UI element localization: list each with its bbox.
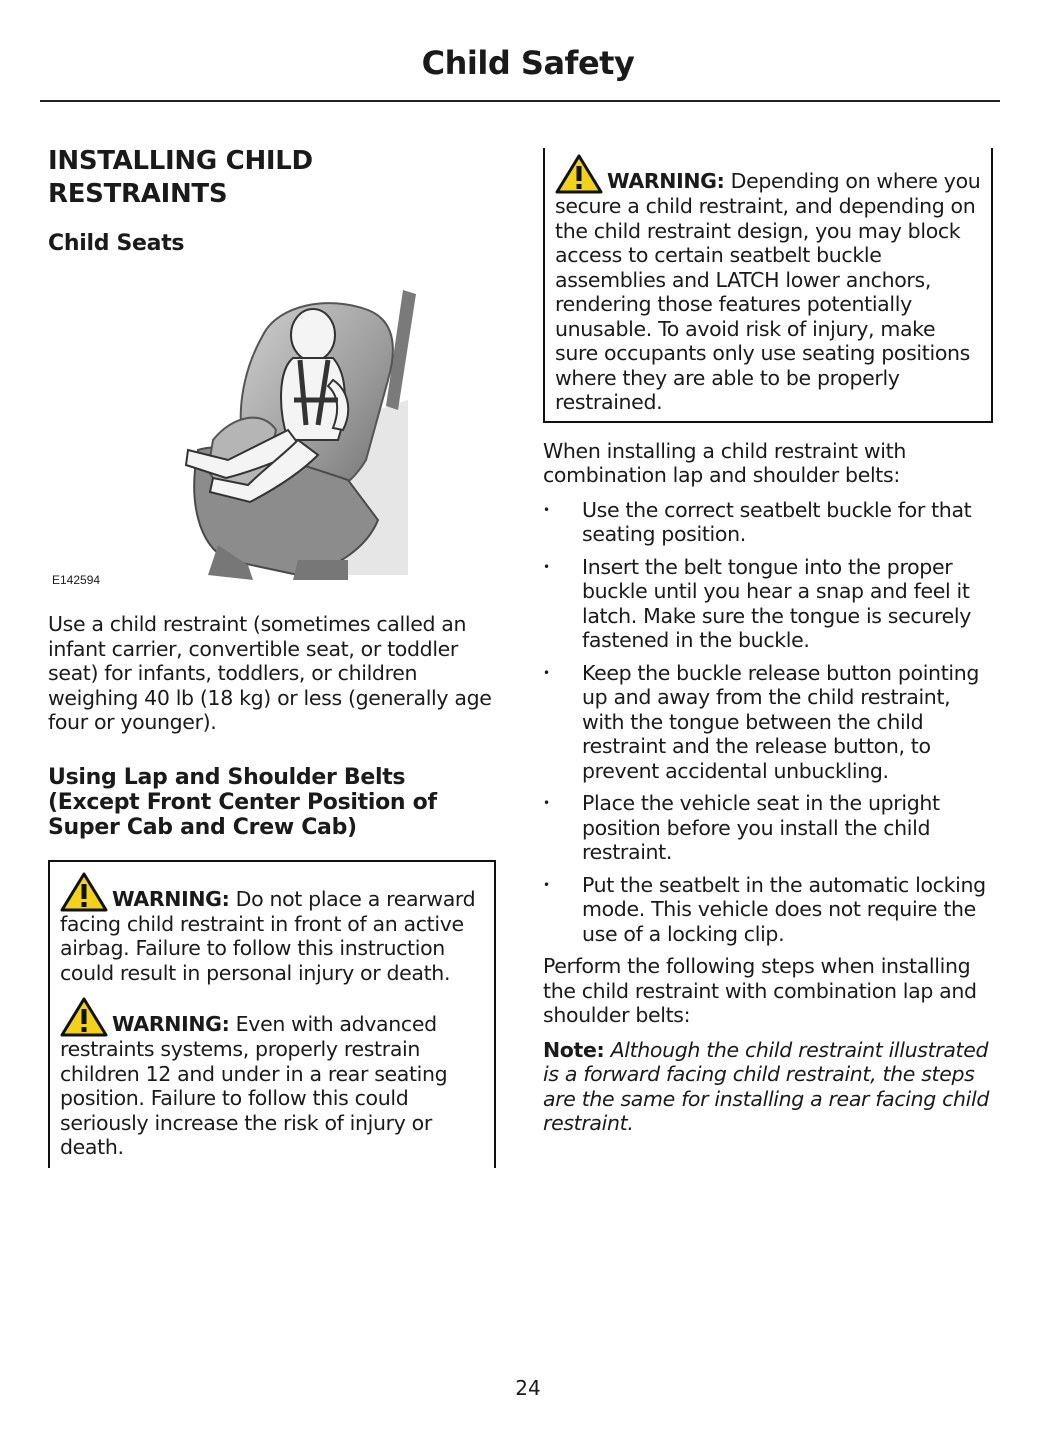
lap-shoulder-belts-heading: Using Lap and Shoulder Belts (Except Front Center Position of Super Cab and Crew Cab) (48, 764, 437, 840)
right-warning-box (543, 148, 993, 423)
steps-intro-text: Perform the following steps when installing the child restraint with combination lap and shoulder belts: (543, 954, 977, 1027)
base-foot-rear (293, 560, 348, 580)
note-label: Note: (543, 1037, 605, 1062)
note-paragraph (543, 1038, 993, 1136)
lead-in-text: When installing a child restraint with combination lap and shoulder belts: (543, 438, 906, 487)
section-heading: INSTALLING CHILD RESTRAINTS (48, 146, 313, 209)
list-item: • Use the correct seatbelt buckle for that seating position. (543, 498, 993, 547)
left-column (48, 145, 496, 1168)
warning-text: Even with advanced restraints systems, properly restrain children 12 and under in a rear seating position. Failure to follow this could seriously increase the risk of injury or death. (60, 1012, 448, 1159)
title-divider (40, 100, 1000, 102)
page-title: Child Safety (421, 44, 635, 82)
left-warning-box (48, 860, 496, 1168)
list-item: • Place the vehicle seat in the upright position before you install the child restraint. (543, 791, 993, 865)
list-item: • Insert the belt tongue into the proper buckle until you hear a snap and feel it latch. Make sure the tongue is securely fastened in the buckle. (543, 555, 993, 653)
warning-text: Depending on where you secure a child restraint, and depending on the child restraint design, you may block access to certain seatbelt buckle assemblies and LATCH lower anchors, rendering those features potentially unusable. To avoid risk of injury, make sure occupants only use seating positions where they are able to be properly restrained. (555, 169, 981, 414)
warning-label: WARNING: (112, 886, 230, 911)
installation-bullets (543, 498, 993, 947)
page-number: 24 (515, 1376, 541, 1400)
warning-triangle-icon (60, 997, 108, 1037)
child-seat-drawing (48, 290, 496, 580)
child-restraint-intro: Use a child restraint (sometimes called an infant carrier, convertible seat, or toddler seat) for infants, toddlers, or children weighing 40 lb (18 kg) or less (generally age four or younger). (48, 612, 492, 734)
figure-code: E142594 (52, 573, 101, 587)
warning-triangle-icon (555, 154, 603, 194)
child-seat-illustration (48, 290, 496, 590)
warning-label: WARNING: (112, 1012, 230, 1036)
list-item: • Keep the buckle release button pointing up and away from the child restraint, with the tongue between the child restraint and the release button, to prevent accidental unbuckling. (543, 661, 993, 784)
warning-triangle-icon (60, 872, 108, 912)
warning-airbag (60, 872, 484, 986)
warning-label: WARNING: (607, 169, 725, 193)
right-column (543, 148, 993, 1136)
warning-text: Do not place a rearward facing child restraint in front of an active airbag. Failure to follow this instruction could result in personal injury or death. (60, 886, 476, 985)
warning-rear-seating (60, 997, 484, 1160)
child-seats-heading: Child Seats (48, 231, 185, 256)
list-item: • Put the seatbelt in the automatic locking mode. This vehicle does not require the use of a locking clip. (543, 873, 993, 947)
warning-seatbelt-access (555, 154, 981, 415)
note-text: Although the child restraint illustrated is a forward facing child restraint, the steps are the same for installing a rear facing child restraint. (543, 1037, 990, 1135)
